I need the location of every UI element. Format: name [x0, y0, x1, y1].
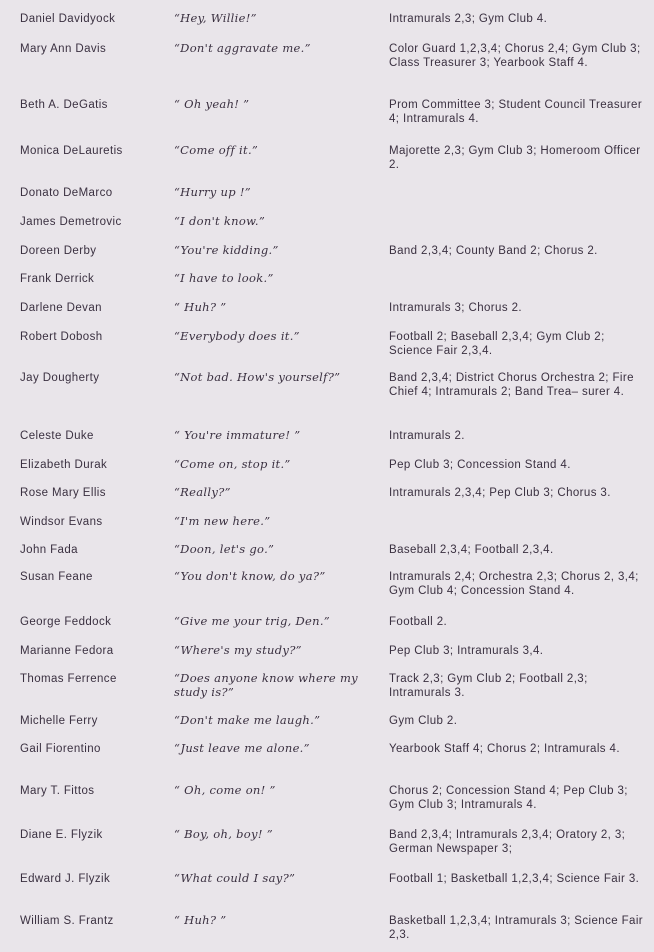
senior-quote: “ Oh yeah! ”: [174, 97, 250, 111]
senior-activities: Football 2; Baseball 2,3,4; Gym Club 2; Science Fair 2,3,4.: [389, 331, 605, 357]
senior-name: Celeste Duke: [20, 430, 94, 442]
senior-activities: Majorette 2,3; Gym Club 3; Homeroom Officer 2.: [389, 145, 641, 171]
senior-quote: “Don't aggravate me.”: [174, 41, 311, 55]
senior-quote: “Does anyone know where my study is?”: [174, 671, 358, 699]
senior-name: Donato DeMarco: [20, 187, 113, 199]
senior-quote: “Don't make me laugh.”: [174, 713, 321, 727]
senior-activities: Basketball 1,2,3,4; Intramurals 3; Science Fair 2,3.: [389, 915, 644, 941]
senior-name: Jay Dougherty: [20, 372, 100, 384]
senior-quote: “I have to look.”: [174, 271, 274, 285]
senior-name: Mary T. Fittos: [20, 785, 95, 797]
senior-name: William S. Frantz: [20, 915, 114, 927]
senior-activities: Baseball 2,3,4; Football 2,3,4.: [389, 544, 554, 556]
senior-quote: “ Oh, come on! ”: [174, 783, 276, 797]
senior-quote: “You're kidding.”: [174, 243, 279, 257]
senior-name: Marianne Fedora: [20, 645, 114, 657]
senior-name: Michelle Ferry: [20, 715, 98, 727]
senior-name: Diane E. Flyzik: [20, 829, 103, 841]
senior-activities: Football 1; Basketball 1,2,3,4; Science Fair 3.: [389, 873, 640, 885]
senior-name: Robert Dobosh: [20, 331, 103, 343]
senior-quote: “ Huh? ”: [174, 300, 227, 314]
senior-activities: Intramurals 2,3; Gym Club 4.: [389, 13, 548, 25]
senior-quote: “Doon, let's go.”: [174, 542, 275, 556]
senior-name: Edward J. Flyzik: [20, 873, 111, 885]
senior-quote: “Not bad. How's yourself?”: [174, 370, 341, 384]
senior-quote: “ You're immature! ”: [174, 428, 301, 442]
senior-activities: Pep Club 3; Intramurals 3,4.: [389, 645, 544, 657]
senior-activities: Yearbook Staff 4; Chorus 2; Intramurals 4.: [389, 743, 620, 755]
senior-activities: Band 2,3,4; County Band 2; Chorus 2.: [389, 245, 598, 257]
senior-activities: Color Guard 1,2,3,4; Chorus 2,4; Gym Club 3; Class Treasurer 3; Yearbook Staff 4.: [389, 43, 641, 69]
senior-activities: Intramurals 2,3,4; Pep Club 3; Chorus 3.: [389, 487, 611, 499]
senior-activities: Pep Club 3; Concession Stand 4.: [389, 459, 571, 471]
senior-name: Darlene Devan: [20, 302, 102, 314]
senior-quote: “Just leave me alone.”: [174, 741, 310, 755]
senior-name: Susan Feane: [20, 571, 93, 583]
senior-quote: “ Boy, oh, boy! ”: [174, 827, 273, 841]
senior-activities: Intramurals 2.: [389, 430, 465, 442]
senior-name: Mary Ann Davis: [20, 43, 107, 55]
senior-quote: “Come on, stop it.”: [174, 457, 291, 471]
senior-quote: “Come off it.”: [174, 143, 259, 157]
senior-name: Elizabeth Durak: [20, 459, 108, 471]
senior-name: Windsor Evans: [20, 516, 103, 528]
senior-activities: Band 2,3,4; District Chorus Orchestra 2; Fire Chief 4; Intramurals 2; Band Trea– surer 4.: [389, 372, 634, 398]
senior-quote: “Hey, Willie!”: [174, 11, 257, 25]
senior-quote: “Where's my study?”: [174, 643, 302, 657]
senior-name: Doreen Derby: [20, 245, 97, 257]
senior-quote: “Give me your trig, Den.”: [174, 614, 330, 628]
senior-name: George Feddock: [20, 616, 112, 628]
senior-quote: “I don't know.”: [174, 214, 266, 228]
senior-name: Monica DeLauretis: [20, 145, 123, 157]
senior-activities: Football 2.: [389, 616, 448, 628]
senior-activities: Track 2,3; Gym Club 2; Football 2,3; Intramurals 3.: [389, 673, 588, 699]
senior-quote: “You don't know, do ya?”: [174, 569, 326, 583]
senior-activities: Chorus 2; Concession Stand 4; Pep Club 3; Gym Club 3; Intramurals 4.: [389, 785, 628, 811]
senior-quote: “Everybody does it.”: [174, 329, 300, 343]
senior-name: Thomas Ferrence: [20, 673, 117, 685]
senior-name: John Fada: [20, 544, 78, 556]
senior-name: Rose Mary Ellis: [20, 487, 106, 499]
senior-name: Gail Fiorentino: [20, 743, 101, 755]
senior-name: Frank Derrick: [20, 273, 95, 285]
senior-quote: “Really?”: [174, 485, 231, 499]
senior-activities: Prom Committee 3; Student Council Treasurer 4; Intramurals 4.: [389, 99, 643, 125]
senior-activities: Intramurals 2,4; Orchestra 2,3; Chorus 2, 3,4; Gym Club 4; Concession Stand 4.: [389, 571, 639, 597]
senior-quote: “ Huh? ”: [174, 913, 227, 927]
senior-activities: Intramurals 3; Chorus 2.: [389, 302, 522, 314]
senior-activities: Band 2,3,4; Intramurals 2,3,4; Oratory 2, 3; German Newspaper 3;: [389, 829, 626, 855]
senior-name: James Demetrovic: [20, 216, 122, 228]
senior-activities: Gym Club 2.: [389, 715, 458, 727]
senior-quote: “What could I say?”: [174, 871, 296, 885]
senior-quote: “Hurry up !”: [174, 185, 251, 199]
senior-name: Daniel Davidyock: [20, 13, 116, 25]
senior-quote: “I'm new here.”: [174, 514, 271, 528]
senior-name: Beth A. DeGatis: [20, 99, 108, 111]
